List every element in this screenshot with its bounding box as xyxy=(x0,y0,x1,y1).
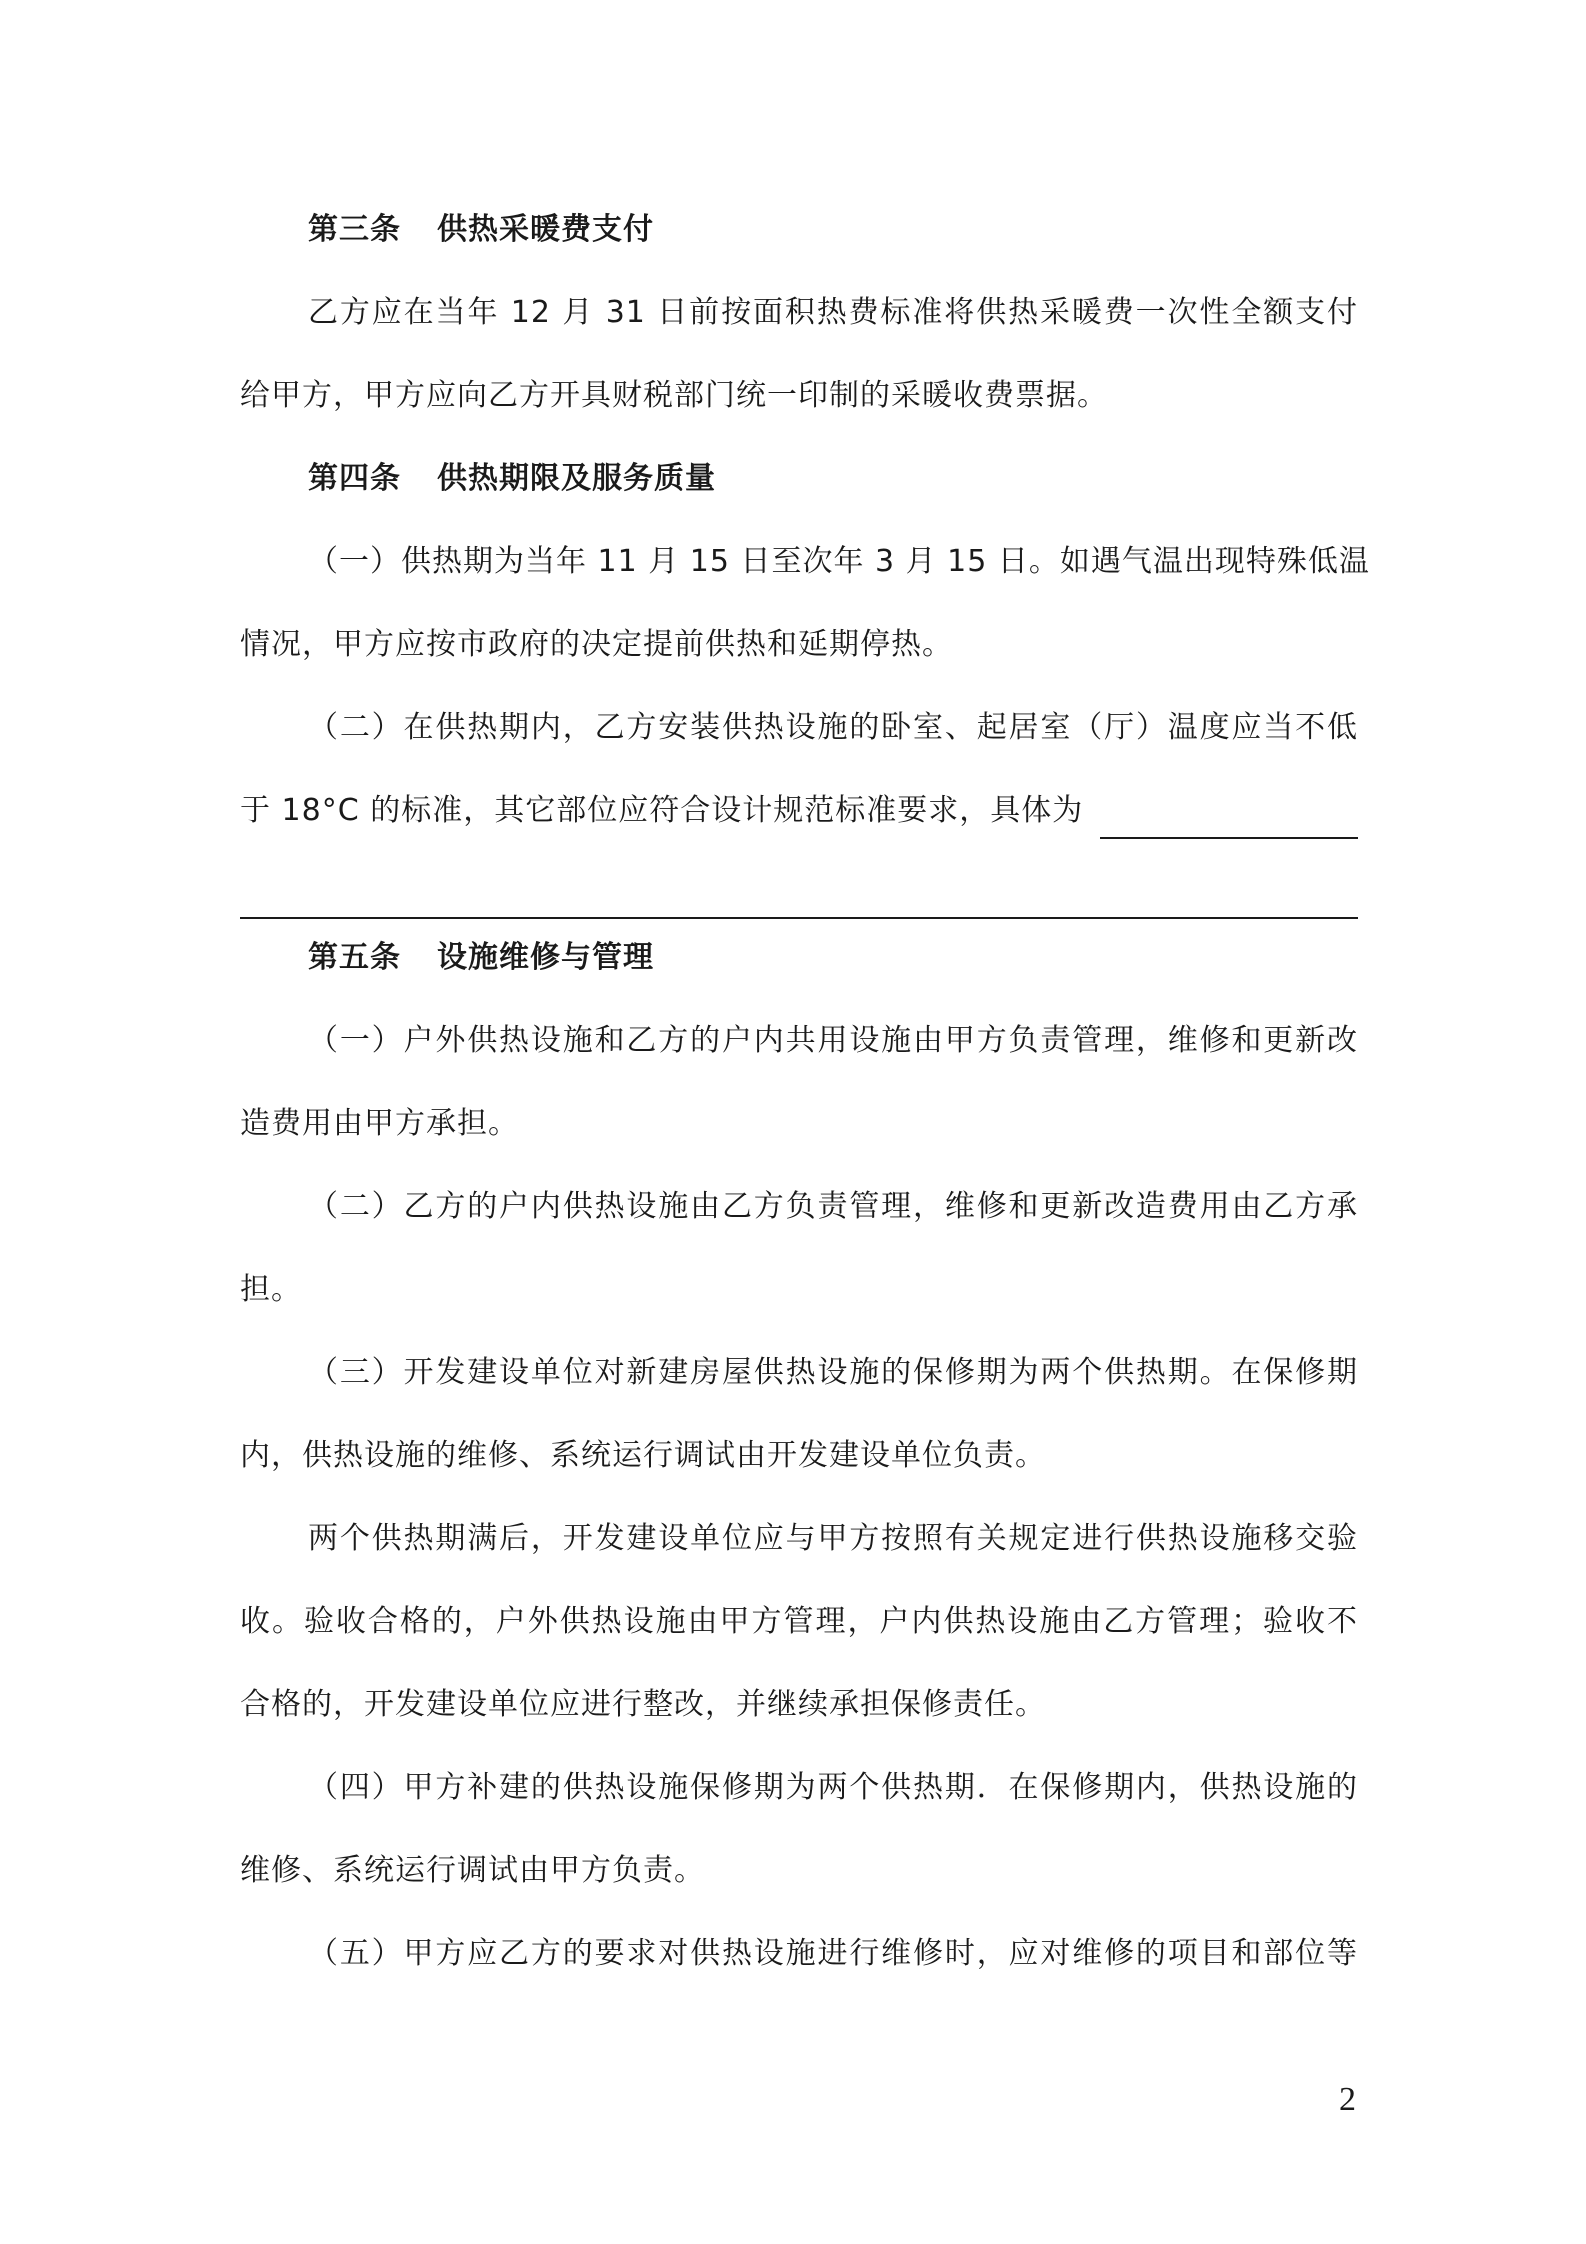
article-5-line-6: 内，供热设施的维修、系统运行调试由开发建设单位负责。 xyxy=(240,1438,1046,1473)
article-5-number: 第五条 xyxy=(308,940,401,975)
article-5-line-12: （五）甲方应乙方的要求对供热设施进行维修时，应对维修的项目和部位等 xyxy=(308,1936,1358,1971)
article-5-line-7: 两个供热期满后，开发建设单位应与甲方按照有关规定进行供热设施移交验 xyxy=(308,1521,1358,1556)
article-5-line-5: （三）开发建设单位对新建房屋供热设施的保修期为两个供热期。在保修期 xyxy=(308,1355,1358,1390)
article-4-line-2: 情况，甲方应按市政府的决定提前供热和延期停热。 xyxy=(240,627,953,662)
article-5-title: 设施维修与管理 xyxy=(437,940,654,975)
article-5-line-4: 担。 xyxy=(240,1272,302,1307)
article-4-line-4: 于 18°C 的标准，其它部位应符合设计规范标准要求，具体为 xyxy=(240,793,1084,828)
fill-in-blank-line-full xyxy=(240,917,1358,919)
page-number: 2 xyxy=(1339,2081,1356,2118)
fill-in-blank-line xyxy=(1100,837,1358,839)
article-3-number: 第三条 xyxy=(308,212,401,247)
article-5-line-11: 维修、系统运行调试由甲方负责。 xyxy=(240,1853,705,1888)
article-5-line-2: 造费用由甲方承担。 xyxy=(240,1106,519,1141)
article-5-line-3: （二）乙方的户内供热设施由乙方负责管理，维修和更新改造费用由乙方承 xyxy=(308,1189,1358,1224)
article-4-title: 供热期限及服务质量 xyxy=(437,461,716,496)
article-4-heading xyxy=(308,459,716,499)
article-4-line-1: （一）供热期为当年 11 月 15 日至次年 3 月 15 日。如遇气温出现特殊低温 xyxy=(308,544,1370,579)
article-5-heading xyxy=(308,938,654,978)
article-5-line-9: 合格的，开发建设单位应进行整改，并继续承担保修责任。 xyxy=(240,1687,1046,1722)
article-5-line-8: 收。验收合格的，户外供热设施由甲方管理，户内供热设施由乙方管理；验收不 xyxy=(240,1604,1358,1639)
article-4-number: 第四条 xyxy=(308,461,401,496)
article-5-line-10: （四）甲方补建的供热设施保修期为两个供热期．在保修期内，供热设施的 xyxy=(308,1770,1358,1805)
article-3-line-2: 给甲方，甲方应向乙方开具财税部门统一印制的采暖收费票据。 xyxy=(240,378,1108,413)
article-3-heading xyxy=(308,210,654,250)
article-3-title: 供热采暖费支付 xyxy=(437,212,654,247)
article-3-line-1: 乙方应在当年 12 月 31 日前按面积热费标准将供热采暖费一次性全额支付 xyxy=(308,295,1358,330)
article-5-line-1: （一）户外供热设施和乙方的户内共用设施由甲方负责管理，维修和更新改 xyxy=(308,1023,1358,1058)
article-4-line-3: （二）在供热期内，乙方安装供热设施的卧室、起居室（厅）温度应当不低 xyxy=(308,710,1358,745)
